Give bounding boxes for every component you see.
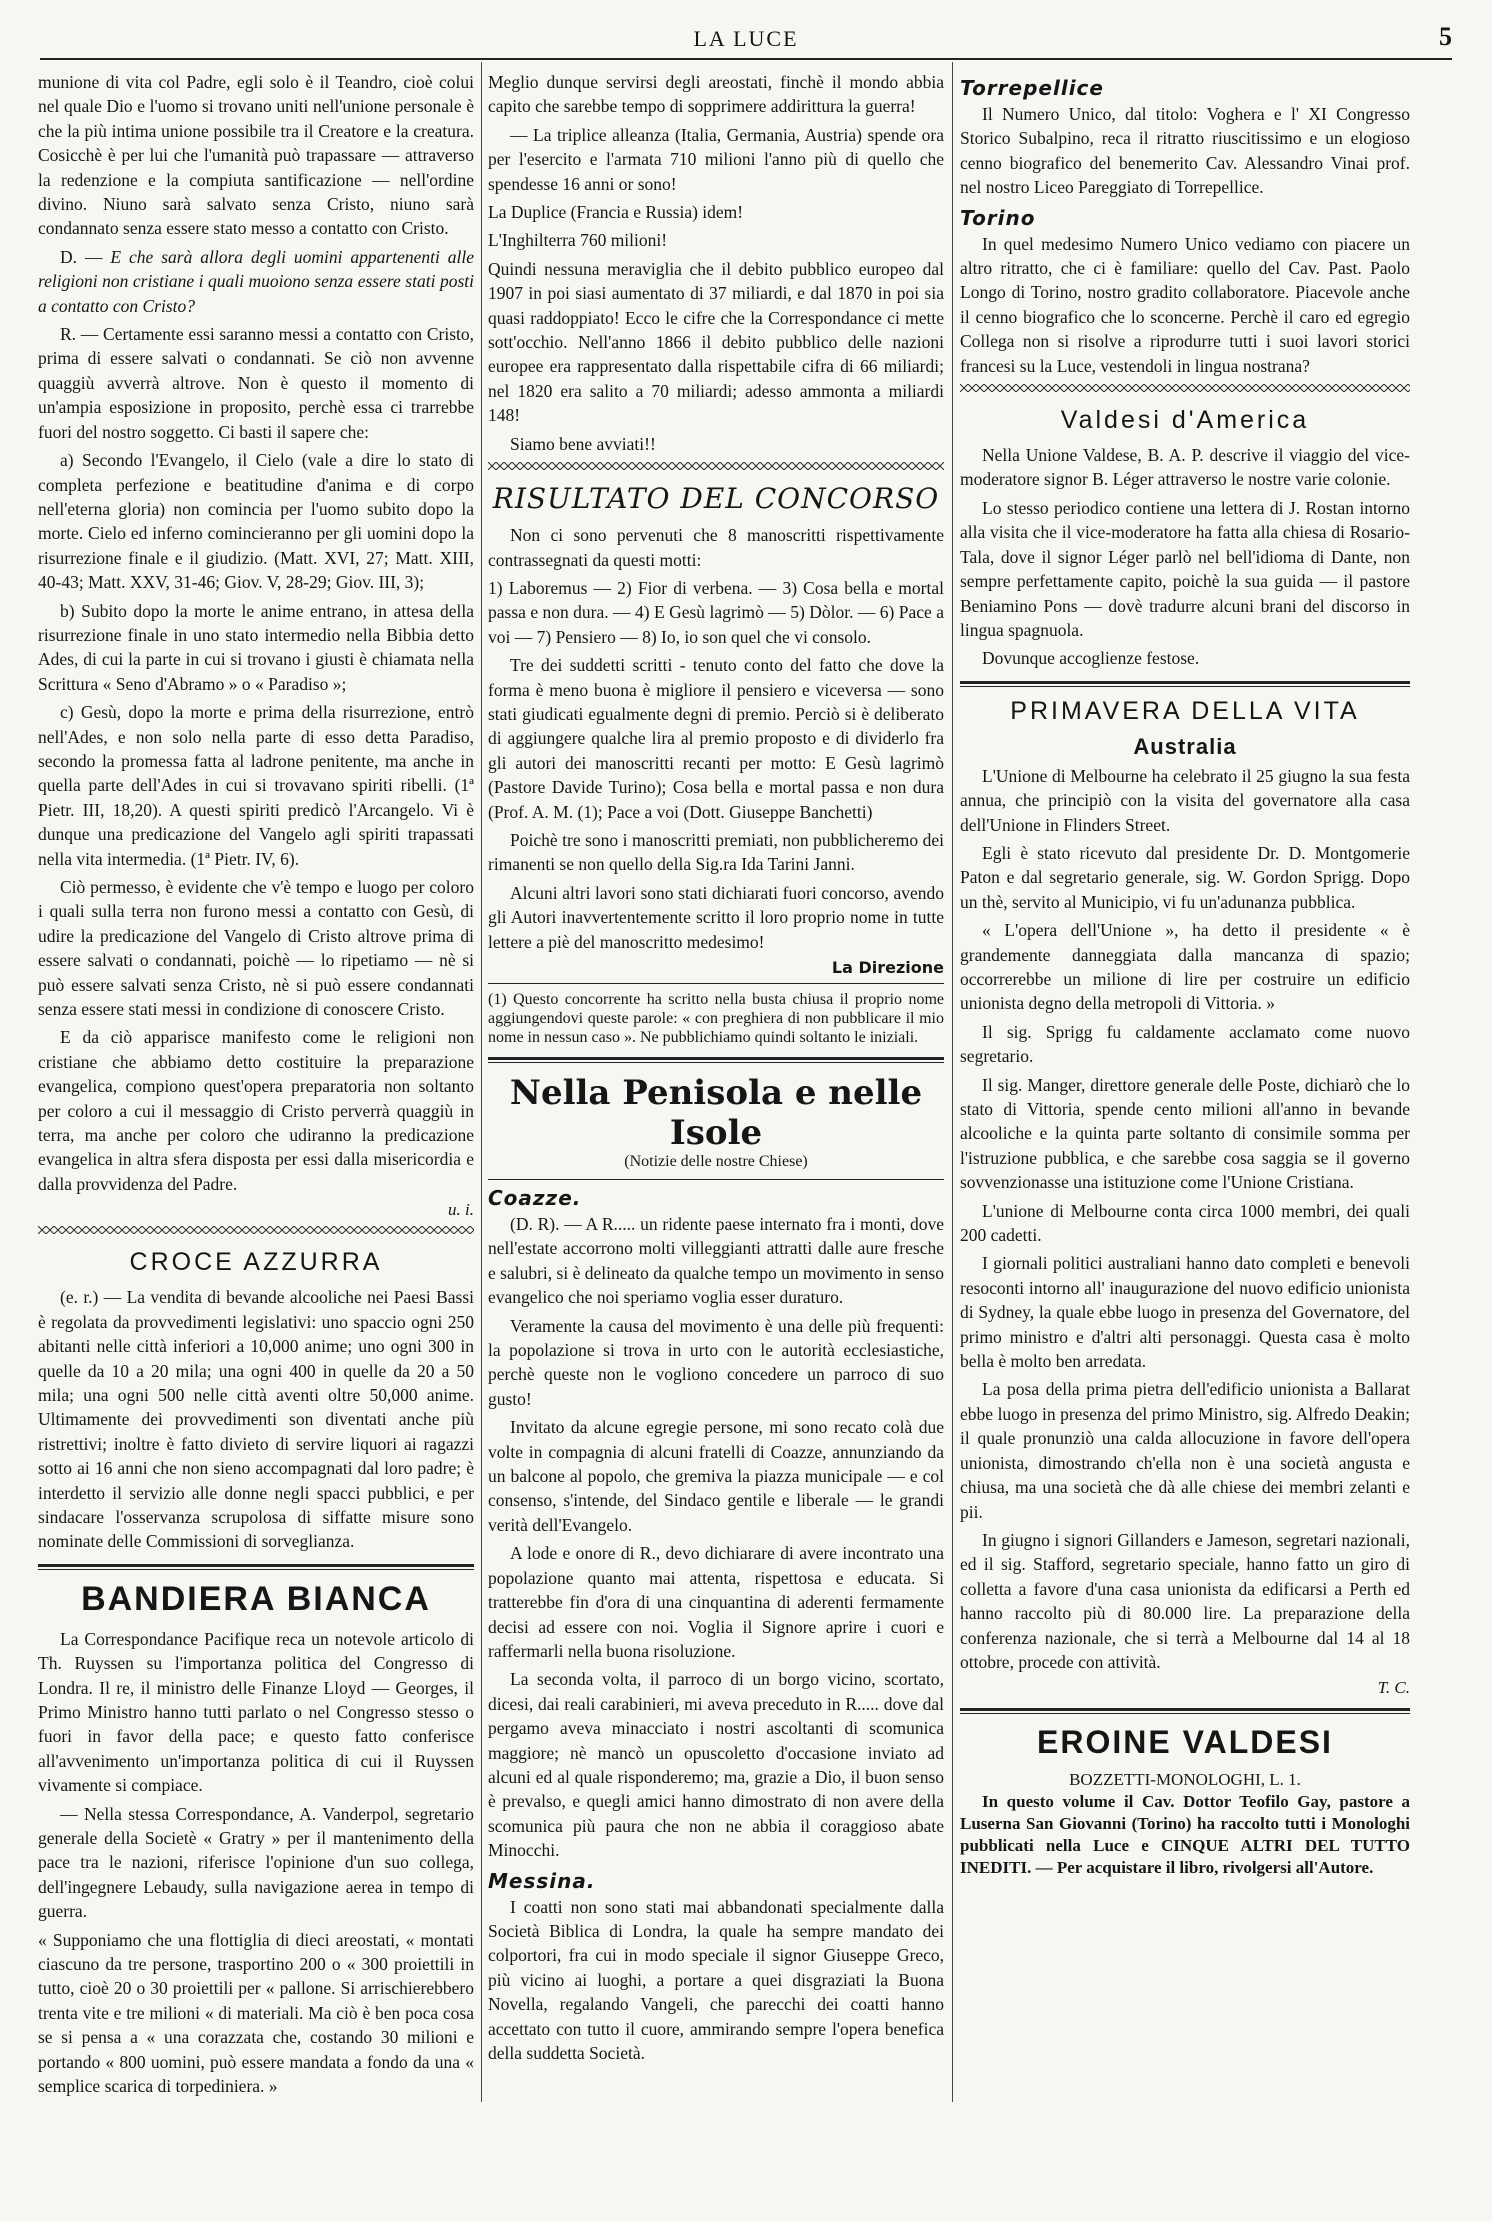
article-paragraph: Quindi nessuna meraviglia che il debito pubblico europeo dal 1907 in poi siasi aumentato di 37 miliardi, e dal 1870 in poi sia quasi raddoppiato! Ecco le cifre che la Correspondance ci mette sott'occhio. Nell'anno 1866 il debito pubblico delle nazioni europee era rappresentato dalla rispettabile cifra di 66 miliardi; nel 1820 era salito a 70 miliardi; adesso ammonta a miliardi 148!: [488, 258, 944, 426]
article-paragraph: Il sig. Manger, direttore generale delle Poste, dichiarò che lo stato di Vittoria, spende cento milioni all'anno in bevande alcooliche e la quinta parte soltanto di consimile somma per l'istruzione pubblica, e che sarebbe cosa saggia se il governo sovvenzionasse una istituzione come l'Unione Cristiana.: [960, 1074, 1410, 1193]
ad-subtitle: BOZZETTI-MONOLOGHI, L. 1.: [1069, 1770, 1301, 1790]
column-divider: [952, 62, 953, 2102]
article-paragraph: « L'opera dell'Unione », ha detto il presidente « è grandemente danneggiata dalla mancanza di spazio; occorrerebbe un milione di lire per costruire un edificio unionista degno della metropoli di Vittoria. »: [960, 920, 1410, 1014]
wavy-divider: [960, 384, 1410, 396]
question-text: E che sarà allora degli uomini appartenenti alle religioni non cristiane i quali muoiono senza essere stati posti a contatto con Cristo?: [38, 246, 474, 316]
article-paragraph: E da ciò apparisce manifesto come le religioni non cristiane che abbiamo detto costituire la preparazione evangelica, compiono quest'opera preparatoria non soltanto per coloro a cui il messaggio di Cristo perverrà quaggiù in terra, ma anche per coloro che udiranno la predicazione evangelica in altra sfera disposta per essi dalla misericordia e dalla provvidenza del Padre.: [38, 1027, 474, 1194]
section-subtitle: (Notizie delle nostre Chiese): [624, 1153, 808, 1170]
footnote-rule: [488, 983, 944, 984]
article-paragraph: Meglio dunque servirsi degli areostati, finchè il mondo abbia capito che sarebbe tempo di sopprimere addirittura la guerra!: [488, 72, 944, 117]
article-paragraph: La Duplice (Francia e Russia) idem!: [488, 202, 744, 223]
section-title-primavera-vita: PRIMAVERA DELLA VITA: [1010, 696, 1360, 725]
article-paragraph: A lode e onore di R., devo dichiarare di avere incontrato una popolazione quanto mai attenta, rispettosa e educata. Si tratterebbe fin d'ora di una cinquantina di aderenti fermamente decisi ad essere con noi. Voglia il Signore aprire i cuori e raffermarli nella buona risoluzione.: [488, 1543, 944, 1661]
article-paragraph: La Correspondance Pacifique reca un notevole articolo di Th. Ruyssen su l'importanza politica del Congresso di Londra. Il re, il ministro delle Finanze Lloyd — Georges, il Primo Ministro hanno tutti parlato o nel Congresso stesso o fuori in favor della pace; e questo fatto conferisce all'avvenimento un'importanza politica di cui il Ruyssen vivamente si compiace.: [38, 1628, 474, 1796]
column-1: [38, 70, 474, 2100]
article-paragraph: Invitato da alcune egregie persone, mi sono recato colà due volte in compagnia di alcuni fratelli di Coazze, annunziando da un balcone al popolo, che gremiva la piazza municipale — e col consenso, s'intende, del Sindaco gentile e liberale — le grandi verità dell'Evangelo.: [488, 1417, 944, 1535]
article-paragraph: Egli è stato ricevuto dal presidente Dr. D. Montgomerie Paton e dal segretario generale, sig. W. Gordon Sprigg. Dopo un thè, servito al Municipio, vi fu un'adunanza pubblica.: [960, 842, 1410, 912]
article-paragraph: a) Secondo l'Evangelo, il Cielo (vale a dire lo stato di completa perfezione e beatitudine d'anima e di corpo nell'eterna gloria) non comincia per l'uomo subito dopo la morte. Cielo ed inferno comincieranno per gli uomini dopo la risurrezione finale e il giudizio. (Matt. XVI, 27; Matt. XIII, 40-43; Matt. XXV, 31-46; Giov. V, 28-29; Giov. III, 3);: [38, 450, 474, 593]
section-title-valdesi-america: Valdesi d'America: [1060, 406, 1310, 435]
double-rule: [960, 1708, 1410, 1714]
article-paragraph: — Nella stessa Correspondance, A. Vanderpol, segretario generale della Societè « Gratry » per il mantenimento della pace tra le nazioni, riferisce l'opinione d'un suo collega, dell'ingegnere Lebaudy, sulla navigazione aerea in tempo di guerra.: [38, 1803, 474, 1922]
double-rule: [488, 1057, 944, 1063]
article-paragraph: L'unione di Melbourne conta circa 1000 membri, dei quali 200 cadetti.: [960, 1200, 1410, 1246]
article-paragraph: Siamo bene avviati!!: [510, 433, 656, 454]
article-paragraph: Poichè tre sono i manoscritti premiati, non pubblicheremo dei rimanenti se non quello della Sig.ra Ida Tarini Janni.: [488, 829, 944, 875]
article-paragraph: Veramente la causa del movimento è una delle più frequenti: la popolazione si trova in urto con le autorità ecclesiastiche, perchè queste non le vogliono concedere un parroco di suo gusto!: [488, 1315, 944, 1409]
article-paragraph: 1) Laboremus — 2) Fior di verbena. — 3) Cosa bella e mortal passa e non dura. — 4) E Gesù lagrimò — 5) Dòlor. — 6) Pace a voi — 7) Pensiero — 8) Io, io son quel che vi consolo.: [488, 577, 944, 647]
article-paragraph: (e. r.) — La vendita di bevande alcooliche nei Paesi Bassi è regolata da provvedimenti legislativi: uno spaccio ogni 250 abitanti nelle città inferiori a 10,000 anime; uno ogni 300 in quelle da 10 a 20 mila; una ogni 400 in quelle da 20 a 50 mila; una ogni 500 nelle città aventi oltre 50,000 anime. Ultimamente dei provvedimenti son diventati anche più ristrettivi; inoltre è fatto divieto di servire liquori ai ragazzi sotto ai 16 anni che non sieno accompagnati dal loro padre; è interdetto il servizio alle donne negli spacci pubblici, e per sindacare l'osservanza scrupolosa di siffatte misure sono nominate delle Commissioni di sorveglianza.: [38, 1287, 474, 1552]
article-paragraph: Il sig. Sprigg fu caldamente acclamato come nuovo segretario.: [960, 1021, 1410, 1067]
double-rule: [960, 681, 1410, 687]
article-signature: T. C.: [1377, 1678, 1410, 1698]
quoted-paragraph: « Supponiamo che una flottiglia di dieci areostati, « montati ciascuno da tre persone, trasportino 200 o « 300 proiettili in tutto, cioè 20 o 30 proiettili per « pallone. Si arrischierebbero trenta vite e tre milioni « di materiali. Ma ciò è ben poca cosa se si pensa a « una corazzata che, costando 30 milioni e portando « 800 uomini, può essere mandata a fondo da una « semplice scarica di torpediniera. »: [38, 1929, 474, 2097]
article-paragraph: — La triplice alleanza (Italia, Germania, Austria) spende ora per l'esercito e l'armata 710 milioni l'anno più di quello che spendesse 16 anni or sono!: [488, 124, 944, 194]
article-paragraph: Alcuni altri lavori sono stati dichiarati fuori concorso, avendo gli Autori inavvertentemente scritto il loro proprio nome in tutte lettere a piè del manoscritto medesimo!: [488, 882, 944, 952]
rule: [488, 1179, 944, 1180]
question-lead: D. —: [60, 246, 111, 267]
article-paragraph: R. — Certamente essi saranno messi a contatto con Cristo, prima di essere salvati o condannati. Se ciò non avvenne quaggiù avverrà altrove. Non è questo il momento di un'ampia esposizione in proposito, perchè essa ci trarrebbe fuori del nostro soggetto. Ci basti il sapere che:: [38, 324, 474, 442]
article-paragraph: L'Inghilterra 760 milioni!: [488, 230, 668, 251]
column-3: [960, 70, 1410, 2100]
subsection-title-torrepellice: Torrepellice: [960, 76, 1104, 100]
subsection-title-australia: Australia: [1133, 733, 1237, 759]
article-paragraph: c) Gesù, dopo la morte e prima della risurrezione, entrò nell'Ades, e non solo nella parte di esso detta Paradiso, secondo la promessa fatta al ladrone penitente, ma anche in quella parte dell'Ades in cui si trovavano spiriti ribelli. (1ª Pietr. III, 18,20). A questi spiriti predicò l'Arcangelo. Vi è dunque una predicazione del Vangelo agli spiriti trapassati nella vita intermedia. (1ª Pietr. IV, 6).: [38, 702, 474, 869]
masthead: [40, 18, 1452, 60]
newspaper-title: LA LUCE: [693, 26, 799, 51]
wavy-divider: [38, 1226, 474, 1238]
article-paragraph: In giugno i signori Gillanders e Jameson, segretari nazionali, ed il sig. Stafford, segretario speciale, hanno fatto un giro di colletta a favore d'una casa unionista da edificarsi a Perth ed hanno raccolto più di 80.000 lire. La preparazione della conferenza nazionale, che si terrà a Melbourne dal 14 al 18 ottobre, procede con attività.: [960, 1529, 1410, 1672]
ad-title-eroine-valdesi: EROINE VALDESI: [1037, 1724, 1333, 1761]
article-paragraph: La posa della prima pietra dell'edificio unionista a Ballarat ebbe luogo in presenza del primo Ministro, sig. Alfredo Deakin; il quale pronunziò una calda allocuzione in favore dell'opera unionista, dimostrando ch'ella non è una società angusta e chiusa, ma una società che dà alle chiese dei membri zelanti e pii.: [960, 1379, 1410, 1522]
article-signature: La Direzione: [831, 958, 944, 977]
article-paragraph: Dovunque accoglienze festose.: [982, 648, 1200, 669]
subsection-title-torino: Torino: [960, 205, 1036, 230]
article-paragraph: b) Subito dopo la morte le anime entrano, in attesa della risurrezione finale in uno stato intermedio nella Bibbia detto Ades, di cui la parte in cui si trovano i giusti è chiamata nella Scrittura « Seno d'Abramo » o « Paradiso »;: [38, 600, 474, 694]
column-2: [488, 70, 944, 2110]
article-paragraph: La seconda volta, il parroco di un borgo vicino, scortato, dicesi, dai reali carabinieri, mi aveva preceduto in R..... dove dal pergamo aveva minacciato i nostri ascoltanti di scomunica maggiore; nè mancò un opuscoletto d'occasione inviato ad alcuni ed al quale risponderemo; ma, grazie a Dio, il buon senso è prevalso, e quegli amici hanno dimostrato di non avere della scomunica più paura che non ne abbia il coraggioso abate Minocchi.: [488, 1669, 944, 1861]
article-paragraph: Il Numero Unico, dal titolo: Voghera e l' XI Congresso Storico Subalpino, reca il ritratto riuscitissimo e un elogioso cenno biografico del benemerito Cav. Alessandro Vinai prof. nel nostro Liceo Pareggiato di Torrepellice.: [960, 104, 1410, 198]
article-paragraph: Nella Unione Valdese, B. A. P. descrive il viaggio del vice-moderatore signor B. Léger attraverso le nostre varie colonie.: [960, 445, 1410, 490]
article-signature: u. i.: [448, 1200, 474, 1220]
section-title-risultato-concorso: RISULTATO DEL CONCORSO: [492, 482, 940, 516]
ad-text: In questo volume il Cav. Dottor Teofilo Gay, pastore a Luserna San Giovanni (Torino) ha raccolto tutti i Monologhi pubblicati nella Luce e CINQUE ALTRI DEL TUTTO INEDITI. — Per acquistare il libro, rivolgersi all'Autore.: [960, 1792, 1410, 1878]
article-paragraph: I coatti non sono stati mai abbandonati specialmente dalla Società Biblica di Londra, la quale ha sempre mandato dei colportori, fra cui in modo speciale il signor Giuseppe Greco, più vicino ai luoghi, a portare a quei disgraziati la Buona Novella, regalando Vangeli, che parecchi dei coatti hanno accettato con tutto il cuore, ammirando sempre l'opera benefica della suddetta Società.: [488, 1896, 944, 2063]
article-paragraph: In quel medesimo Numero Unico vediamo con piacere un altro ritratto, che ci è familiare: quello del Cav. Past. Paolo Longo di Torino, nostro gradito collaboratore. Piacevole anche il cenno biografico che lo sconcerne. Perchè il caro ed egregio Collega non si risolve a riprodurre tutti i suoi lavori storici francesi su la Luce, vestendoli in lingua nostrana?: [960, 233, 1410, 376]
article-paragraph: (D. R). — A R..... un ridente paese internato fra i monti, dove nell'estate accorrono molti villeggianti attratti dalle aure fresche e salubri, si è delineato da qualche tempo un movimento in senso evangelico che noi speriamo voglia esser duraturo.: [488, 1214, 944, 1308]
column-divider: [481, 62, 482, 2102]
wavy-divider: [488, 462, 944, 474]
footnote: (1) Questo concorrente ha scritto nella busta chiusa il proprio nome aggiungendovi queste parole: « con preghiera di non pubblicare il mio nome in nessun caso ». Ne pubblichiamo quindi soltanto le iniziali.: [488, 991, 944, 1046]
article-paragraph: munione di vita col Padre, egli solo è il Teandro, cioè colui nel quale Dio e l'uomo si trovano uniti nell'unione personale è che la più intima unione possibile tra il Creatore e la creatura. Cosicchè è per lui che l'umanità può trapassare — attraverso la redenzione e la compiuta santificazione — nell'ordine divino. Niuno sarà salvato senza Cristo, niuno sarà condannato senza essere stato messo a contatto con Cristo.: [38, 72, 474, 239]
section-title-croce-azzurra: CROCE AZZURRA: [129, 1248, 383, 1277]
page-number: 5: [1439, 22, 1452, 51]
article-paragraph: Ciò permesso, è evidente che v'è tempo e luogo per coloro i quali sulla terra non furono messi a contatto con Gesù, di udire la predicazione del Vangelo di Cristo altrove prima di essere salvati o condannati, poichè — lo ripetiamo — nè si può essere salvati senza Cristo, nè si può essere condannati senza essere stati messi in condizione di conoscere Cristo.: [38, 877, 474, 1020]
subsection-title-messina: Messina.: [488, 1868, 596, 1893]
article-paragraph: Tre dei suddetti scritti - tenuto conto del fatto che dove la forma è meno buona è migliore il pensiero e viceversa — sono stati giudicati egualmente degni di premio. Perciò si è deliberato di aggiungere qualche lira al premio proposto e di dividerlo fra gli autori dei manoscritti recanti per motto: E Gesù lagrimò (Pastore Davide Turino); Cosa bella e mortal passa e non dura (Prof. A. M. (1); Pace a voi (Dott. Giuseppe Banchetti): [488, 655, 944, 822]
article-paragraph: Non ci sono pervenuti che 8 manoscritti rispettivamente contrassegnati da questi motti:: [488, 525, 944, 570]
section-title-penisola-isole: Nella Penisola e nelle Isole: [509, 1073, 923, 1153]
article-paragraph: L'Unione di Melbourne ha celebrato il 25 giugno la sua festa annua, che principiò con la visita del governatore alla casa dell'Unione in Flinders Street.: [960, 765, 1410, 835]
article-paragraph: I giornali politici australiani hanno dato completi e benevoli resoconti intorno all' inaugurazione del nuovo edificio unionista di Sydney, la quale ebbe luogo in presenza del Governatore, del primo ministro e d'altri alti personaggi. Questa casa è molto bella è molto ben arredata.: [960, 1253, 1410, 1372]
article-paragraph: Lo stesso periodico contiene una lettera di J. Rostan intorno alla visita che il vice-moderatore ha fatta alla chiesa di Rosario-Tala, dove il signor Léger parlò nel bell'idioma di Dante, non sempre perfettamente capito, poichè la sua guida — il pastore Beniamino Pons — dovè tradurre alcuni brani del discorso in lingua spagnuola.: [960, 497, 1410, 640]
article-paragraph: [38, 245, 474, 318]
subsection-title-coazze: Coazze.: [488, 1186, 582, 1210]
section-title-bandiera-bianca: BANDIERA BIANCA: [81, 1579, 431, 1618]
double-rule: [38, 1564, 474, 1570]
